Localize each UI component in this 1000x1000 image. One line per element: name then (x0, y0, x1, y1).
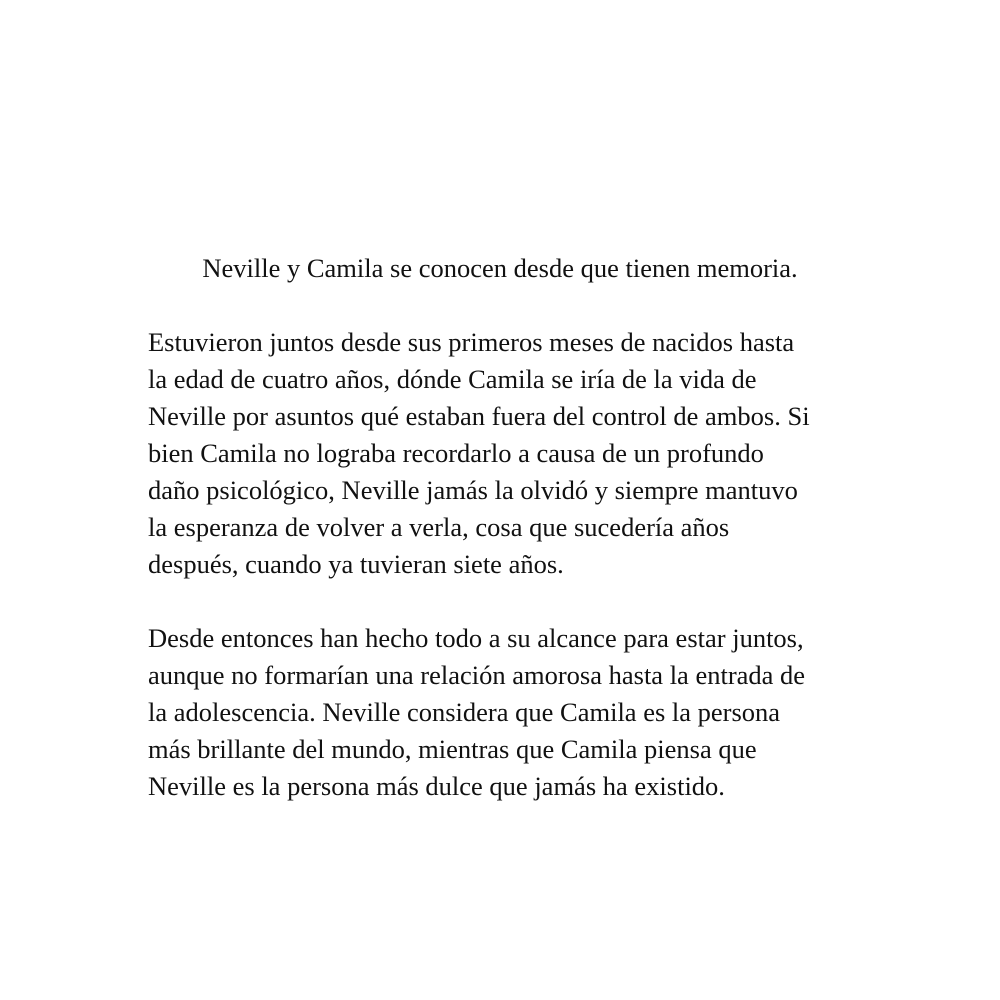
paragraph-spacer (148, 287, 860, 324)
text-block (148, 250, 860, 805)
paragraph-line: bien Camila no lograba recordarlo a causa de un profundo (148, 438, 764, 468)
paragraph-line: aunque no formarían una relación amorosa hasta la entrada de (148, 660, 806, 690)
paragraph-line: Neville es la persona más dulce que jamás ha existido. (148, 771, 725, 801)
paragraph-line: Desde entonces han hecho todo a su alcance para estar juntos, (148, 623, 804, 653)
paragraph-line: Neville por asuntos qué estaban fuera del control de ambos. Si (148, 401, 810, 431)
paragraph-spacer (148, 583, 860, 620)
paragraph-1 (148, 324, 860, 583)
paragraph-2 (148, 620, 860, 805)
paragraph-line: Estuvieron juntos desde sus primeros meses de nacidos hasta (148, 327, 795, 357)
paragraph-line: después, cuando ya tuvieran siete años. (148, 549, 564, 579)
intro-line: Neville y Camila se conocen desde que tienen memoria. (202, 253, 798, 283)
paragraph-line: más brillante del mundo, mientras que Camila piensa que (148, 734, 757, 764)
paragraph-line: la edad de cuatro años, dónde Camila se iría de la vida de (148, 364, 757, 394)
paragraph-line: daño psicológico, Neville jamás la olvidó y siempre mantuvo (148, 475, 798, 505)
paragraph-line: la adolescencia. Neville considera que Camila es la persona (148, 697, 781, 727)
paragraph-line: la esperanza de volver a verla, cosa que sucedería años (148, 512, 730, 542)
